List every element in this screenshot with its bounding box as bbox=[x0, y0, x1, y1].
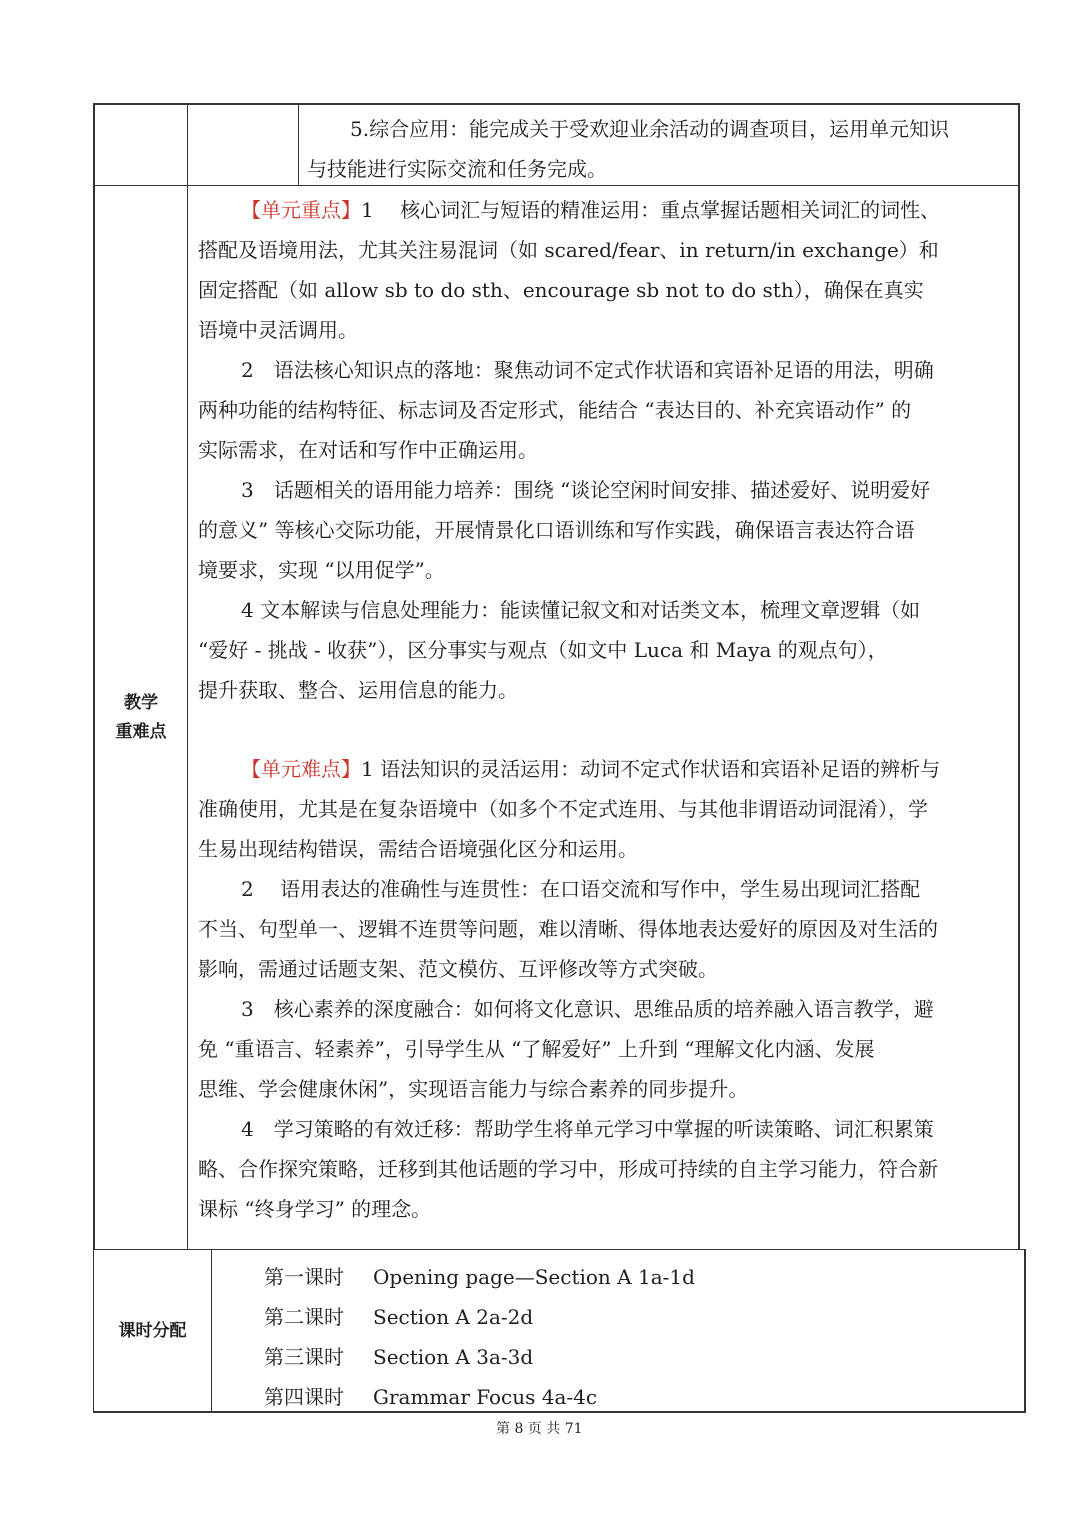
difficulty-line-4: 2 语用表达的准确性与连贯性：在口语交流和写作中，学生易出现词汇搭配 bbox=[241, 877, 921, 901]
difficulty-line-5: 不当、句型单一、逻辑不连贯等问题，难以清晰、得体地表达爱好的原因及对生活的 bbox=[198, 917, 938, 941]
schedule-item bbox=[264, 1337, 344, 1377]
focus-line-8: 3 话题相关的语用能力培养：围绕 “谈论空闲时间安排、描述爱好、说明爱好 bbox=[241, 478, 931, 502]
schedule-item-content bbox=[373, 1377, 597, 1417]
top-row-line-2: 与技能进行实际交流和任务完成。 bbox=[307, 157, 607, 181]
difficulty-line-8: 免 “重语言、轻素养”，引导学生从 “了解爱好” 上升到 “理解文化内涵、发展 bbox=[198, 1037, 875, 1061]
focus-line-1-text: 1 核心词汇与短语的精准运用：重点掌握话题相关词汇的词性、 bbox=[361, 198, 941, 222]
focus-line-13: 提升获取、整合、运用信息的能力。 bbox=[198, 678, 518, 702]
key-difficult-label bbox=[95, 689, 187, 747]
focus-line-2: 搭配及语境用法，尤其关注易混词（如 scared/fear、in return/in exchange）和 bbox=[198, 238, 939, 262]
column-divider-2 bbox=[298, 103, 299, 185]
schedule-item-content bbox=[373, 1297, 533, 1337]
focus-line-1 bbox=[241, 190, 940, 230]
focus-line-12: “爱好 - 挑战 - 收获”），区分事实与观点（如文中 Luca 和 Maya 的观点句）， bbox=[198, 638, 888, 662]
table-border-top bbox=[93, 103, 1020, 105]
schedule-item bbox=[264, 1377, 344, 1417]
difficulty-line-6: 影响，需通过话题支架、范文模仿、互评修改等方式突破。 bbox=[198, 957, 718, 981]
focus-line-6: 两种功能的结构特征、标志词及否定形式，能结合 “表达目的、补充宾语动作” 的 bbox=[198, 398, 912, 422]
schedule-item bbox=[264, 1297, 344, 1337]
table-border-left bbox=[93, 103, 95, 1250]
focus-line-10: 境要求，实现 “以用促学”。 bbox=[198, 558, 445, 582]
table-border-right bbox=[1018, 103, 1020, 1250]
page-number-footer: 第 8 页 共 71 bbox=[496, 1421, 583, 1437]
focus-line-9: 的意义” 等核心交际功能，开展情景化口语训练和写作实践，确保语言表达符合语 bbox=[198, 518, 915, 542]
difficulty-line-12: 课标 “终身学习” 的理念。 bbox=[198, 1197, 432, 1221]
schedule-content: Section A 3a-3d bbox=[373, 1345, 534, 1369]
focus-line-4: 语境中灵活调用。 bbox=[198, 318, 358, 342]
difficulty-tag: 【单元难点】 bbox=[241, 757, 361, 781]
schedule-content: Section A 2a-2d bbox=[373, 1305, 534, 1329]
schedule-period: 第二课时 bbox=[264, 1305, 344, 1329]
focus-line-3: 固定搭配（如 allow sb to do sth、encourage sb not to do sth），确保在真实 bbox=[198, 278, 924, 302]
schedule-label: 课时分配 bbox=[118, 1321, 187, 1341]
top-row-line-1: 5.综合应用：能完成关于受欢迎业余活动的调查项目，运用单元知识 bbox=[350, 117, 950, 141]
column-divider-1 bbox=[187, 103, 188, 1250]
schedule-divider bbox=[211, 1249, 212, 1413]
focus-tag: 【单元重点】 bbox=[241, 198, 361, 222]
difficulty-line-2: 准确使用，尤其是在复杂语境中（如多个不定式连用、与其他非谓语动词混淆），学 bbox=[198, 797, 928, 821]
difficulty-line-10: 4 学习策略的有效迁移：帮助学生将单元学习中掌握的听读策略、词汇积累策 bbox=[241, 1117, 934, 1141]
schedule-item bbox=[264, 1257, 344, 1297]
schedule-border-right bbox=[1024, 1249, 1026, 1413]
key-difficult-label-line-2: 重难点 bbox=[115, 722, 167, 742]
schedule-period: 第四课时 bbox=[264, 1385, 344, 1409]
difficulty-line-11: 略、合作探究策略，迁移到其他话题的学习中，形成可持续的自主学习能力，符合新 bbox=[198, 1157, 938, 1181]
key-difficult-label-line-1: 教学 bbox=[124, 693, 158, 713]
schedule-period: 第三课时 bbox=[264, 1345, 344, 1369]
row-divider-2 bbox=[93, 1249, 1026, 1250]
focus-line-7: 实际需求，在对话和写作中正确运用。 bbox=[198, 438, 538, 462]
schedule-period: 第一课时 bbox=[264, 1265, 344, 1289]
schedule-content: Opening page—Section A 1a-1d bbox=[373, 1265, 695, 1289]
focus-line-11: 4 文本解读与信息处理能力：能读懂记叙文和对话类文本，梳理文章逻辑（如 bbox=[241, 598, 921, 622]
difficulty-line-3: 生易出现结构错误，需结合语境强化区分和运用。 bbox=[198, 837, 638, 861]
schedule-content: Grammar Focus 4a-4c bbox=[373, 1385, 598, 1409]
difficulty-line-9: 思维、学会健康休闲”，实现语言能力与综合素养的同步提升。 bbox=[198, 1077, 749, 1101]
schedule-item-content bbox=[373, 1257, 695, 1297]
difficulty-line-1 bbox=[241, 749, 940, 789]
schedule-item-content bbox=[373, 1337, 533, 1377]
difficulty-line-7: 3 核心素养的深度融合：如何将文化意识、思维品质的培养融入语言教学，避 bbox=[241, 997, 934, 1021]
difficulty-line-1-text: 1 语法知识的灵活运用：动词不定式作状语和宾语补足语的辨析与 bbox=[361, 757, 941, 781]
focus-line-5: 2 语法核心知识点的落地：聚焦动词不定式作状语和宾语补足语的用法，明确 bbox=[241, 358, 934, 382]
